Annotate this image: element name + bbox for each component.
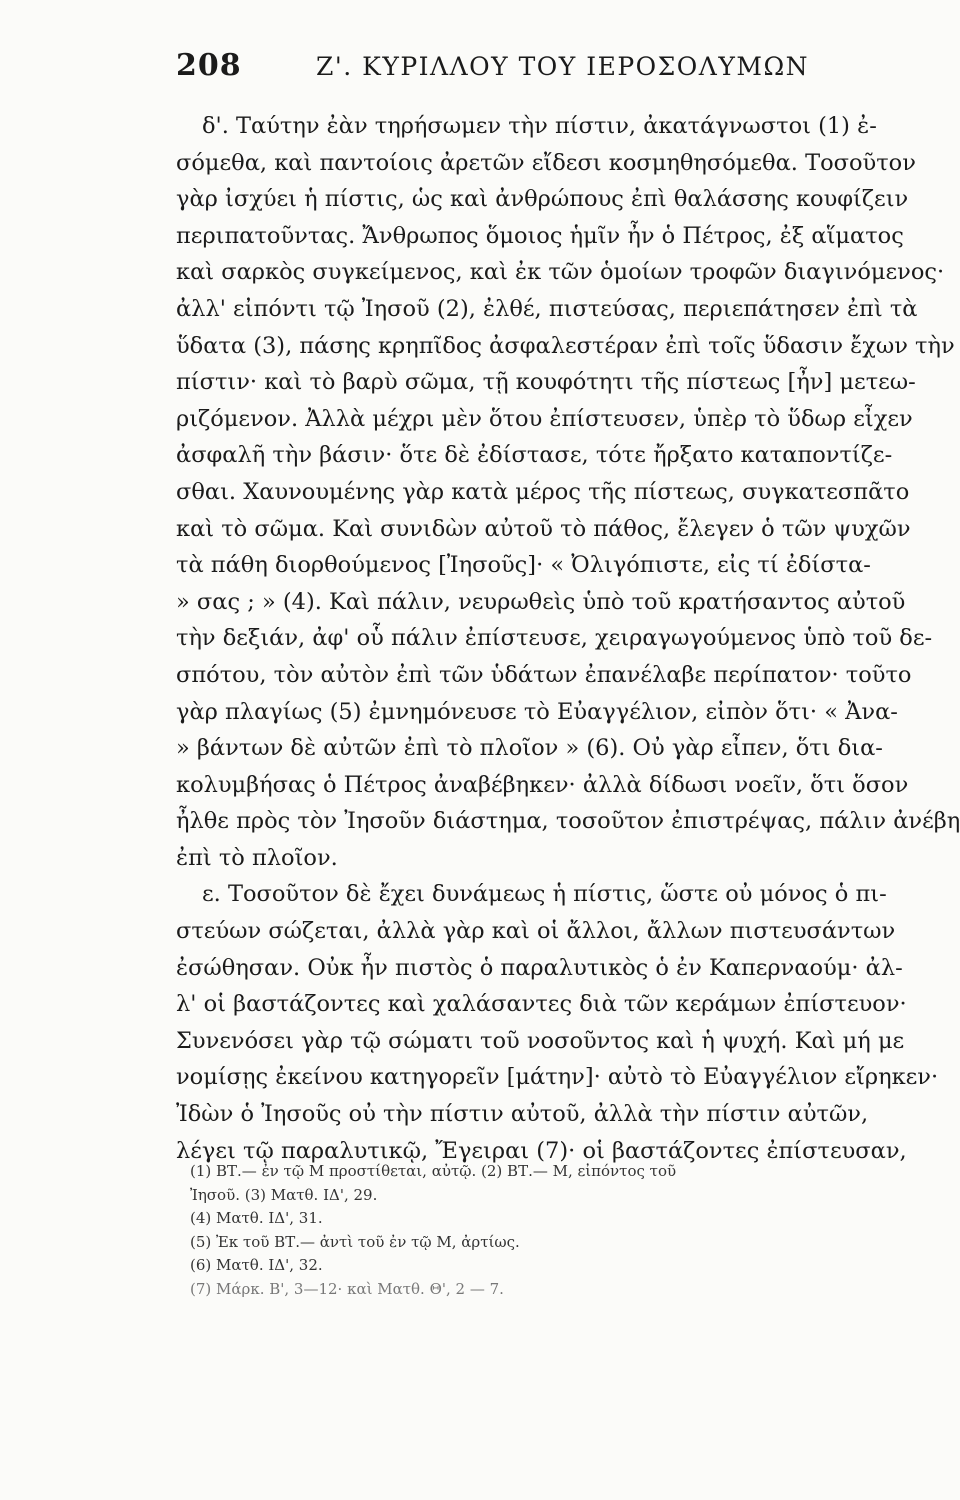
text-line: ἐσώθησαν. Οὐκ ἦν πιστὸς ὁ παραλυτικὸς ὁ ἐν Καπερναούμ· ἀλ- [176,954,903,981]
text-line: ἦλθε πρὸς τὸν Ἰησοῦν διάστημα, τοσοῦτον ἐπιστρέψας, πάλιν ἀνέβη [176,808,960,835]
footnote-line: Ἰησοῦ. (3) Ματθ. ΙΔ', 29. [190,1185,378,1204]
running-head: Ζ'. ΚΥΡΙΛΛΟΥ ΤΟΥ ΙΕΡΟΣΟΛΥΜΩΝ [316,52,810,81]
text-line: στεύων σώζεται, ἀλλὰ γὰρ καὶ οἱ ἄλλοι, ἄλλων πιστευσάντων [176,918,896,945]
footnotes [190,1160,866,1302]
text-line: γὰρ πλαγίως (5) ἐμνημόνευσε τὸ Εὐαγγέλιον, εἰπὸν ὅτι· « Ἀνα- [176,698,898,725]
text-line: ἐπὶ τὸ πλοῖον. [176,844,338,871]
body-text [176,108,960,1169]
text-line: ἀσφαλῆ τὴν βάσιν· ὅτε δὲ ἐδίστασε, τότε ἤρξατο καταποντίζε- [176,442,893,469]
text-line: » βάντων δὲ αὐτῶν ἐπὶ τὸ πλοῖον » (6). Οὐ γὰρ εἶπεν, ὅτι δια- [176,735,883,762]
text-line: ριζόμενον. Ἀλλὰ μέχρι μὲν ὅτου ἐπίστευσεν, ὑπὲρ τὸ ὕδωρ εἶχεν [176,405,913,432]
page-header [176,48,866,98]
text-line: περιπατοῦντας. Ἄνθρωπος ὅμοιος ἡμῖν ἦν ὁ Πέτρος, ἐξ αἵματος [176,222,904,249]
text-line: σόμεθα, καὶ παντοίοις ἀρετῶν εἴδεσι κοσμηθησόμεθα. Τοσοῦτον [176,149,916,176]
page-number: 208 [176,48,242,83]
text-line: νομίσῃς ἐκείνου κατηγορεῖν [μάτην]· αὐτὸ τὸ Εὐαγγέλιον εἴρηκεν· [176,1064,939,1091]
text-line: λ' οἱ βαστάζοντες καὶ χαλάσαντες διὰ τῶν κεράμων ἐπίστευον· [176,991,907,1018]
text-line: λέγει τῷ παραλυτικῷ, Ἔγειραι (7)· οἱ βαστάζοντες ἐπίστευσαν, [176,1137,907,1164]
footnote-line: (4) Ματθ. ΙΔ', 31. [190,1209,323,1228]
footnote-line: (6) Ματθ. ΙΔ', 32. [190,1256,323,1275]
text-line: σπότου, τὸν αὐτὸν ἐπὶ τῶν ὑδάτων ἐπανέλαβε περίπατον· τοῦτο [176,661,912,688]
text-line: ὕδατα (3), πάσης κρηπῖδος ἀσφαλεστέραν ἐπὶ τοῖς ὕδασιν ἔχων τὴν [176,332,955,359]
text-line: κολυμβήσας ὁ Πέτρος ἀναβέβηκεν· ἀλλὰ δίδωσι νοεῖν, ὅτι ὅσον [176,771,909,798]
text-line: ε. Τοσοῦτον δὲ ἔχει δυνάμεως ἡ πίστις, ὥστε οὐ μόνος ὁ πι- [202,881,887,908]
footnote-line: (5) Ἐκ τοῦ ΒΤ.— ἀντὶ τοῦ ἐν τῷ Μ, ἀρτίως. [190,1232,520,1251]
footnote-line: (7) Μάρκ. Β', 3—12· καὶ Ματθ. Θ', 2 — 7. [190,1279,504,1298]
text-line: σθαι. Χαυνουμένης γὰρ κατὰ μέρος τῆς πίστεως, συγκατεσπᾶτο [176,478,910,505]
text-line: τὰ πάθη διορθούμενος [Ἰησοῦς]· « Ὀλιγόπιστε, εἰς τί ἐδίστα- [176,552,871,579]
text-line: δ'. Ταύτην ἐὰν τηρήσωμεν τὴν πίστιν, ἀκατάγνωστοι (1) ἐ- [202,113,877,139]
text-line: Ἰδὼν ὁ Ἰησοῦς οὐ τὴν πίστιν αὐτοῦ, ἀλλὰ τὴν πίστιν αὐτῶν, [176,1101,869,1128]
text-line: ἀλλ' εἰπόντι τῷ Ἰησοῦ (2), ἐλθέ, πιστεύσας, περιεπάτησεν ἐπὶ τὰ [176,295,918,322]
text-line: καὶ τὸ σῶμα. Καὶ συνιδὼν αὐτοῦ τὸ πάθος, ἔλεγεν ὁ τῶν ψυχῶν [176,515,911,542]
text-line: Συνενόσει γὰρ τῷ σώματι τοῦ νοσοῦντος καὶ ἡ ψυχή. Καὶ μή με [176,1027,905,1054]
footnote-line: (1) ΒΤ.— ἐν τῷ Μ προστίθεται, αὐτῷ. (2) ΒΤ.— Μ, εἰπόντος τοῦ [190,1162,677,1180]
text-line: » σας ; » (4). Καὶ πάλιν, νευρωθεὶς ὑπὸ τοῦ κρατήσαντος αὐτοῦ [176,588,906,615]
text-line: τὴν δεξιάν, ἀφ' οὗ πάλιν ἐπίστευσε, χειραγωγούμενος ὑπὸ τοῦ δε- [176,625,933,652]
text-line: πίστιν· καὶ τὸ βαρὺ σῶμα, τῇ κουφότητι τῆς πίστεως [ἦν] μετεω- [176,369,916,396]
text-line: γὰρ ἰσχύει ἡ πίστις, ὡς καὶ ἀνθρώπους ἐπὶ θαλάσσης κουφίζειν [176,186,909,213]
text-line: καὶ σαρκὸς συγκείμενος, καὶ ἐκ τῶν ὁμοίων τροφῶν διαγινόμενος· [176,259,945,286]
